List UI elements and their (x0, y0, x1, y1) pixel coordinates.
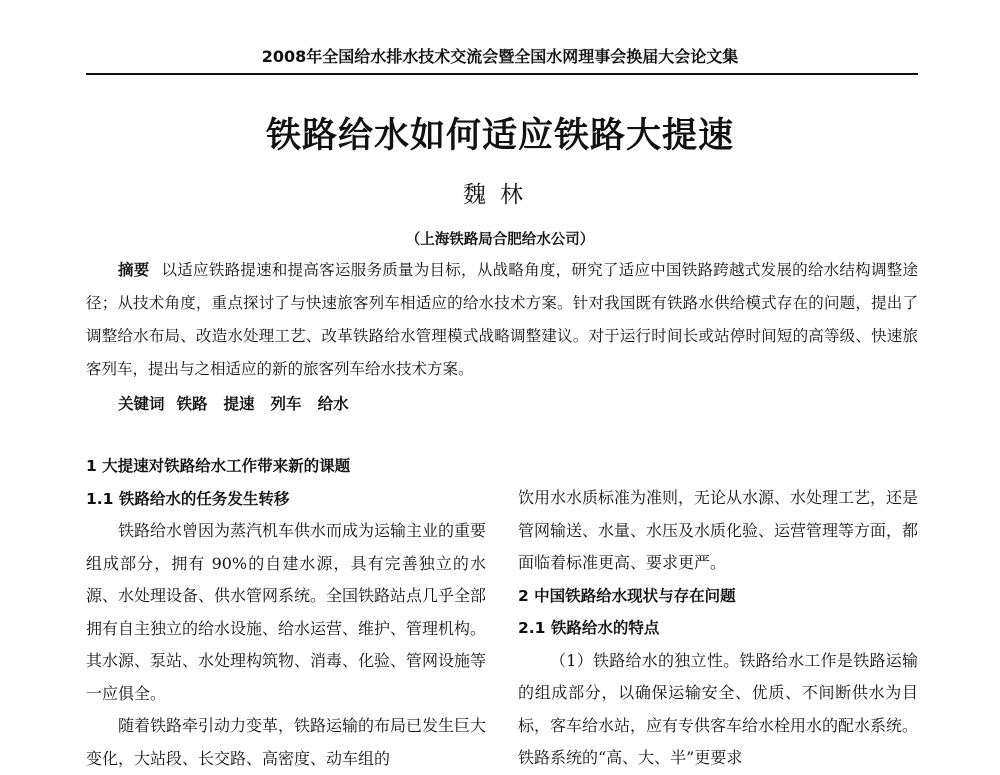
right-column (518, 482, 918, 775)
section-2-1-heading: 2.1 铁路给水的特点 (518, 619, 660, 637)
paragraph: 饮用水水质标准为准则，无论从水源、水处理工艺，还是管网输送、水量、水压及水质化验、运营管理等方面，都面临着标准更高、要求更严。 (518, 488, 919, 572)
paper-affiliation: （上海铁路局合肥给水公司） (405, 232, 595, 248)
abstract-label: 摘要 (118, 261, 150, 279)
running-header: 2008年全国给水排水技术交流会暨全国水网理事会换届大会论文集 (261, 47, 739, 66)
section-2-heading: 2 中国铁路给水现状与存在问题 (518, 586, 736, 605)
abstract-text: 以适应铁路提速和提高客运服务质量为目标，从战略角度，研究了适应中国铁路跨越式发展的给水结构调整途径；从技术角度，重点探讨了与快速旅客列车相适应的给水技术方案。针对我国既有铁路水供给模式存在的问题，提出了调整给水布局、改造水处理工艺、改革铁路给水管理模式战略调整建议。对于运行时间长或站停时间短的高等级、快速旅客列车，提出与之相适应的新的旅客列车给水技术方案。 (86, 261, 918, 378)
keyword: 列车 (270, 395, 302, 413)
paragraph: 铁路给水曾因为蒸汽机车供水而成为运输主业的重要组成部分，拥有 90%的自建水源，具有完善独立的水源、水处理设备、供水管网系统。全国铁路站点几乎全部拥有自主独立的给水设施、给水运营、维护、管理机构。其水源、泵站、水处理构筑物、消毒、化验、管网设施等一应俱全。 (86, 521, 487, 703)
abstract (86, 254, 918, 386)
paper-author: 魏林 (463, 182, 537, 208)
header-rule (86, 73, 918, 75)
left-column (86, 450, 486, 775)
paragraph: （1）铁路给水的独立性。铁路给水工作是铁路运输的组成部分，以确保运输安全、优质、不间断供水为目标，客车给水站，应有专供客车给水栓用水的配水系统。铁路系统的“高、大、半”更要求 (518, 650, 919, 767)
paragraph: 随着铁路牵引动力变革，铁路运输的布局已发生巨大变化，大站段、长交路、高密度、动车组的 (86, 716, 487, 768)
keywords (86, 388, 918, 421)
keyword: 铁路 (176, 395, 208, 413)
keyword: 给水 (317, 395, 349, 413)
keywords-label: 关键词 (118, 395, 165, 413)
paper-title: 铁路给水如何适应铁路大提速 (265, 116, 734, 156)
section-1-heading: 1 大提速对铁路给水工作带来新的课题 (86, 457, 351, 475)
section-1-1-heading: 1.1 铁路给水的任务发生转移 (86, 489, 290, 508)
keyword: 提速 (223, 395, 255, 413)
